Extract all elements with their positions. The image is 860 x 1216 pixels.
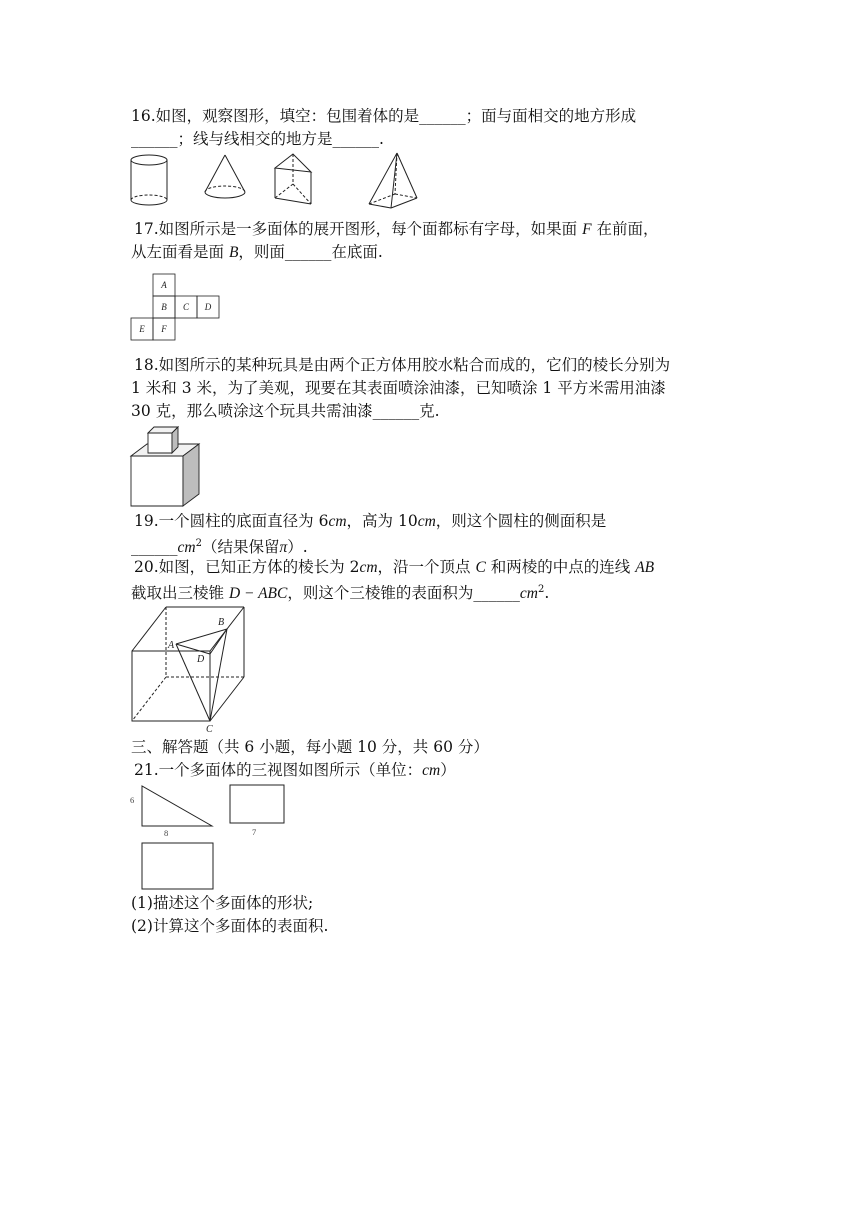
fig-label-a: A [168,640,175,651]
net-label-c: C [182,302,190,312]
dim-label-8: 8 [164,828,169,838]
dim-label-6: 6 [130,795,135,805]
q21-three-views-figure [128,782,290,894]
fig-label-d: D [197,654,205,665]
pyramid-shape [369,153,417,208]
dim-label-7: 7 [252,827,257,837]
q17-net-figure [131,273,223,343]
top-view-rect [142,843,213,889]
net-label-f: F [161,324,167,334]
q19-line2: $\_\_\_\_\_\_cm^2$（结果保留π）. [131,538,308,557]
net-label-b: B [161,302,167,312]
q21-line1: 21.一个多面体的三视图如图所示（单位：cm） [134,761,456,779]
q20-line1: 20.如图，已知正方体的棱长为 2cm，沿一个顶点 C 和两棱的中点的连线 AB [134,558,655,576]
q19-line1: 19.一个圆柱的底面直径为 6cm，高为 10cm，则这个圆柱的侧面积是 [134,512,607,530]
side-view-rect [230,785,284,823]
q20-line2: 截取出三棱锥 D − ABC，则这个三棱锥的表面积为$\_\_\_\_\_\_cm^2$. [131,584,550,603]
q17-line1: 17.如图所示是一多面体的展开图形，每个面都标有字母，如果面 F 在前面， [134,220,659,238]
net-label-d: D [204,302,212,312]
cylinder-shape [131,155,167,205]
q21-part2: (2)计算这个多面体的表面积. [131,917,329,935]
section3-title: 三、解答题（共 6 小题，每小题 10 分，共 60 分） [131,738,489,756]
prism-shape [275,154,311,204]
net-label-a: A [161,280,167,290]
q18-line3: 30 克，那么喷涂这个玩具共需油漆______克. [131,402,440,420]
q20-cube-figure [130,604,258,734]
q18-line2: 1 米和 3 米，为了美观，现要在其表面喷涂油漆，已知喷涂 1 平方米需用油漆 [131,379,666,397]
net-label-e: E [139,324,145,334]
q16-shapes-figure [125,150,425,212]
q16-line1: 16.如图，观察图形，填空：包围着体的是______；面与面相交的地方形成 [131,107,637,125]
q18-line1: 18.如图所示的某种玩具是由两个正方体用胶水粘合而成的，它们的棱长分别为 [134,356,671,374]
q16-line2: ______；线与线相交的地方是______. [131,130,384,148]
q17-line2: 从左面看是面 B，则面______在底面. [131,243,383,261]
fig-label-b: B [218,617,225,628]
q18-cubes-figure [130,424,202,508]
q21-part1: (1)描述这个多面体的形状; [131,894,314,912]
fig-label-c: C [206,724,213,735]
cone-shape [205,155,245,198]
front-view-triangle [142,786,212,826]
